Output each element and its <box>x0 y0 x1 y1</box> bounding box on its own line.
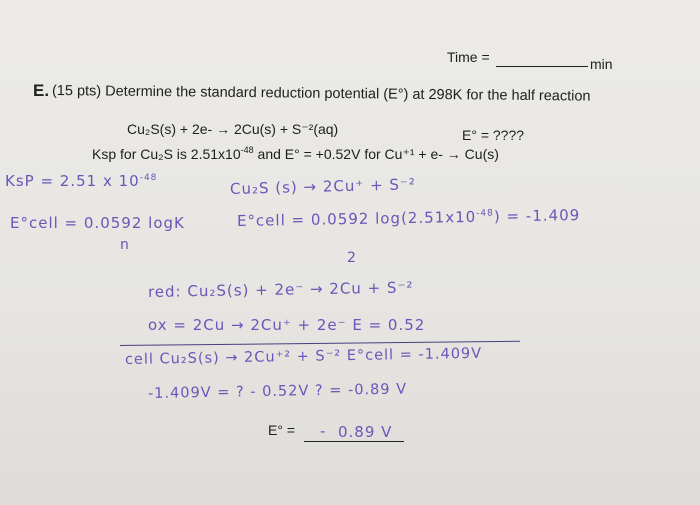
hw-dissolution: Cu₂S (s) → 2Cu⁺ + S⁻² <box>229 175 417 198</box>
problem-text: (15 pts) Determine the standard reduction potential (E°) at 298K for the half reaction <box>51 83 591 105</box>
hw-ecell-denominator: 2 <box>347 250 357 266</box>
hw-solve-line: -1.409V = ? - 0.52V ? = -0.89 V <box>147 381 408 402</box>
hw-ox-line: ox = 2Cu → 2Cu⁺ + 2e⁻ E = 0.52 <box>148 316 426 334</box>
time-unit: min <box>590 56 613 72</box>
answer-label: E° = <box>268 422 296 438</box>
hw-ecell-n: n <box>120 237 130 253</box>
ksp-given: Ksp for Cu₂S is $2.51x10^{-48}$ and E° = +0.52V for Cu⁺¹ + e- → Cu(s) <box>92 145 499 162</box>
hw-cell-line: cell Cu₂S(s) → 2Cu⁺² + S⁻² E°cell = -1.409V <box>124 345 483 368</box>
problem-letter: E. <box>33 81 50 100</box>
half-reaction: Cu₂S(s) + 2e- → 2Cu(s) + S⁻²(aq) <box>127 121 339 137</box>
hw-ksp: KsP = 2.51 x $10^{-48}$ <box>5 172 158 190</box>
hw-answer-value: 0.89 V <box>338 423 393 441</box>
unknown-potential: E° = ???? <box>462 127 525 143</box>
hw-answer-prefix: - <box>320 422 327 440</box>
hw-red-line: red: Cu₂S(s) + 2e⁻ → 2Cu + S⁻² <box>147 278 414 301</box>
time-label: Time = <box>447 49 490 65</box>
answer-blank <box>304 441 404 442</box>
hw-ecell-general: E°cell = 0.0592 logK <box>10 214 185 232</box>
time-blank <box>496 66 588 67</box>
hw-ecell-specific: E°cell = 0.0592 $\log(2.51x10^{-48}) = -1.409$ <box>236 206 581 230</box>
